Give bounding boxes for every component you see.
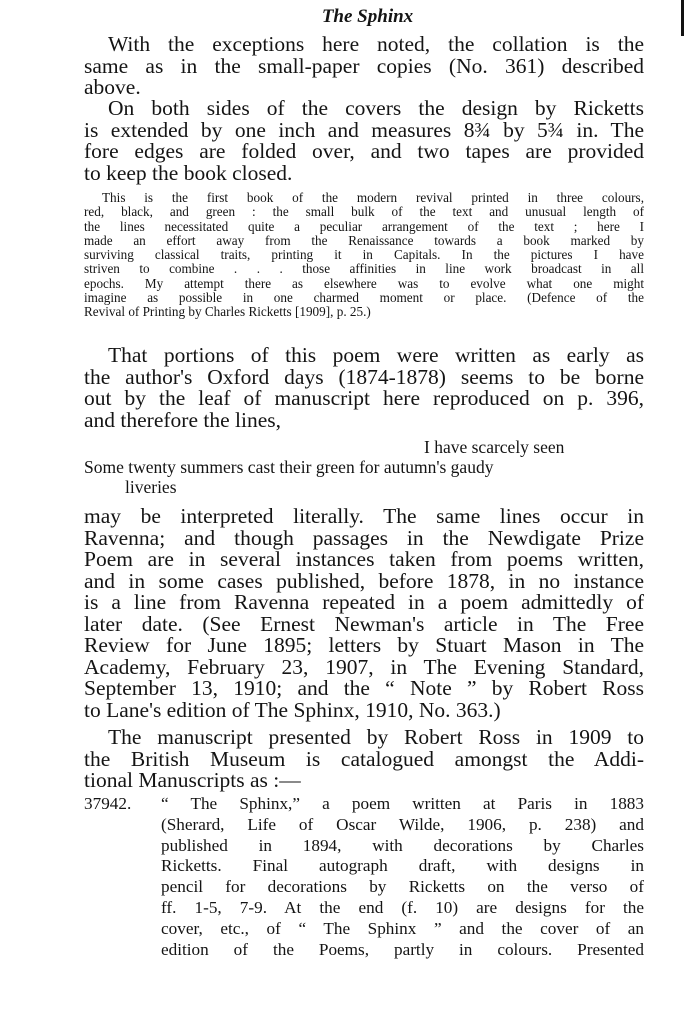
note-line: striven to combine . . . those affinities in line work broadcast in all	[84, 261, 644, 277]
paragraph-interpretation	[84, 506, 644, 721]
text-line: same as in the small-paper copies (No. 361) described	[84, 53, 644, 78]
text-line: Academy, February 23, 1907, in The Evening Standard,	[84, 654, 644, 679]
entry-line: ff. 1-5, 7-9. At the end (f. 10) are designs for the	[161, 897, 644, 917]
note-line: This is the first book of the modern revival printed in three colours,	[102, 190, 644, 205]
text-line: September 13, 1910; and the “ Note ” by Robert Ross	[84, 676, 644, 700]
text-line: above.	[84, 75, 141, 99]
text-line: the author's Oxford days (1874-1878) seems to be borne	[84, 364, 644, 389]
text-line: That portions of this poem were written as early as	[108, 343, 644, 367]
verse-line: liveries	[125, 477, 177, 497]
paragraph-collation	[84, 34, 644, 99]
entry-line: (Sherard, Life of Oscar Wilde, 1906, p. 238) and	[161, 814, 644, 834]
entry-line: pencil for decorations by Ricketts on the verso of	[161, 877, 644, 897]
verse-line: I have scarcely seen	[424, 437, 565, 457]
text-line: tional Manuscripts as :—	[84, 768, 301, 792]
entry-line: Ricketts. Final autograph draft, with designs in	[161, 856, 644, 876]
note-line: the lines necessitated quite a peculiar arrangement of the text ; here I	[84, 218, 644, 234]
note-line: epochs. My attempt there as elsewhere was to evolve what one might	[84, 275, 644, 291]
text-line: Review for June 1895; letters by Stuart Mason in The	[84, 633, 644, 657]
text-line: to Lane's edition of The Sphinx, 1910, No. 363.)	[84, 697, 501, 722]
note-line: imagine as possible in one charmed moment or place. (Defence of the	[84, 290, 644, 306]
note-line: Revival of Printing by Charles Ricketts [1909], p. 25.)	[84, 304, 371, 320]
text-line: Ravenna; and though passages in the Newdigate Prize	[84, 525, 644, 550]
catalogue-number: 37942.	[84, 794, 132, 813]
note-line: made an effort away from the Renaissance towards a book marked by	[84, 232, 644, 248]
entry-line: “ The Sphinx,” a poem written at Paris in 1883	[161, 794, 644, 813]
text-line: is extended by one inch and measures 8¾ by 5¾ in. The	[84, 117, 644, 142]
text-line: later date. (See Ernest Newman's article in The Free	[84, 611, 644, 636]
text-line: and therefore the lines,	[84, 407, 281, 432]
text-line: and in some cases published, before 1878, in no instance	[84, 568, 644, 593]
paragraph-manuscript	[84, 727, 644, 792]
text-line: The manuscript presented by Robert Ross in 1909 to	[108, 725, 644, 749]
text-line: fore edges are folded over, and two tapes are provided	[84, 139, 644, 163]
paragraph-oxford-days	[84, 345, 644, 431]
note-line: red, black, and green : the small bulk of the text and unusual length of	[84, 204, 644, 220]
entry-line: published in 1894, with decorations by Charles	[161, 835, 644, 855]
paragraph-covers	[84, 98, 644, 184]
text-line: may be interpreted literally. The same lines occur in	[84, 504, 644, 528]
text-line: Poem are in several instances taken from poems written,	[84, 547, 644, 571]
running-head: The Sphinx	[321, 6, 414, 27]
text-line: With the exceptions here noted, the collation is the	[108, 32, 644, 56]
text-line: On both sides of the covers the design by Ricketts	[108, 96, 644, 120]
note-line: surviving classical traits, printing it in Capitals. In the pictures I have	[84, 247, 644, 263]
page-edge-mark	[681, 0, 684, 36]
verse-line: Some twenty summers cast their green for autumn's gaudy	[84, 457, 494, 477]
text-line: is a line from Ravenna repeated in a poem admittedly of	[84, 590, 644, 614]
entry-line: edition of the Poems, partly in colours. Presented	[161, 939, 644, 959]
text-line: to keep the book closed.	[84, 160, 293, 185]
entry-line: cover, etc., of “ The Sphinx ” and the cover of an	[161, 918, 644, 938]
text-line: out by the leaf of manuscript here reproduced on p. 396,	[84, 386, 644, 410]
text-line: the British Museum is catalogued amongst the Addi-	[84, 746, 644, 771]
quoted-note	[84, 191, 644, 320]
catalogue-description	[161, 794, 644, 960]
